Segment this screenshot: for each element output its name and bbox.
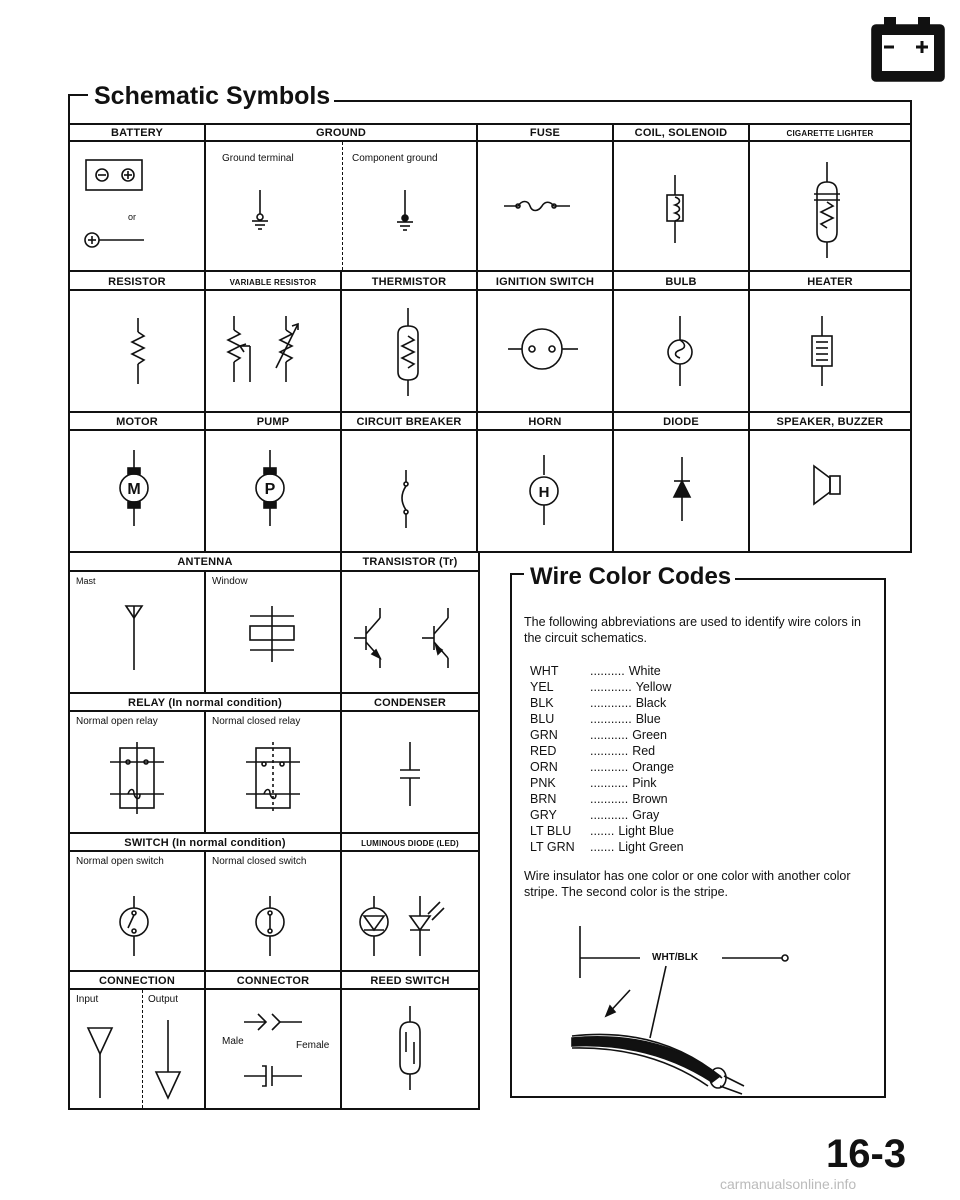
ignition-switch-header: IGNITION SWITCH	[495, 276, 595, 288]
wire-color-row	[530, 728, 667, 742]
mast-label: Mast	[76, 576, 96, 586]
wire-color-dots: ...........	[590, 776, 629, 790]
wire-example-label: WHT/BLK	[652, 952, 699, 963]
wire-color-row	[530, 744, 655, 758]
pump-header: PUMP	[256, 416, 290, 428]
battery-header: BATTERY	[110, 127, 164, 139]
wire-color-row	[530, 664, 661, 678]
wire-color-code: ORN	[530, 760, 558, 774]
transistor-header: TRANSISTOR (Tr)	[362, 556, 458, 568]
normal-closed-switch-symbol	[256, 896, 296, 966]
variable-resistor-symbol	[222, 316, 322, 386]
fuse-header: FUSE	[529, 127, 561, 139]
coil-symbol	[665, 175, 695, 245]
output-label: Output	[148, 994, 179, 1005]
battery-icon	[872, 17, 944, 81]
wire-color-intro: The following abbreviations are used to identify wire colors in the circuit schematics.	[524, 615, 861, 645]
connection-output-symbol	[154, 1020, 194, 1102]
wire-color-dots: .......	[590, 840, 615, 854]
speaker-header: SPEAKER, BUZZER	[776, 416, 884, 428]
normal-closed-switch-label: Normal closed switch	[212, 856, 307, 867]
connector-symbol	[244, 1010, 314, 1100]
wire-color-name: Light Green	[618, 840, 684, 854]
wire-color-dots: ...........	[590, 760, 629, 774]
motor-letter: M	[127, 481, 141, 498]
wire-color-name: Orange	[632, 760, 674, 774]
wire-color-name: Red	[632, 744, 656, 758]
wire-color-code: LT BLU	[530, 824, 572, 838]
ground-terminal-label: Ground terminal	[222, 153, 294, 164]
led-header: LUMINOUS DIODE (LED)	[361, 839, 459, 848]
normal-open-relay-symbol	[110, 742, 170, 818]
relay-header: RELAY (In normal condition)	[128, 697, 282, 709]
coil-header: COIL, SOLENOID	[634, 127, 728, 139]
wire-color-dots: .......	[590, 824, 615, 838]
normal-closed-relay-symbol	[246, 742, 306, 818]
resistor-symbol	[130, 318, 150, 388]
wire-color-name: Black	[635, 696, 667, 710]
wire-color-dots: ...........	[590, 728, 629, 742]
horn-letter: H	[538, 484, 550, 501]
wire-color-name: Blue	[635, 712, 661, 726]
female-label: Female	[296, 1040, 330, 1051]
wire-color-dots: ............	[590, 696, 632, 710]
wire-color-name: White	[628, 664, 661, 678]
component-ground-symbol	[395, 190, 425, 250]
wire-color-dots: ...........	[590, 808, 629, 822]
motor-header: MOTOR	[116, 416, 158, 428]
wire-color-name: Light Blue	[618, 824, 674, 838]
male-label: Male	[222, 1036, 244, 1047]
wire-color-code: BRN	[530, 792, 557, 806]
antenna-window-symbol	[244, 606, 304, 666]
pump-symbol	[256, 450, 296, 530]
wire-color-dots: ..........	[590, 664, 625, 678]
wire-color-row	[530, 680, 671, 694]
condenser-symbol	[400, 742, 430, 812]
cigarette-header: CIGARETTE LIGHTER	[786, 129, 874, 138]
connector-header: CONNECTOR	[236, 975, 310, 987]
battery-symbol	[84, 160, 184, 260]
wire-color-row	[530, 760, 674, 774]
wire-color-name: Yellow	[635, 680, 672, 694]
wire-example-diagram	[570, 926, 800, 1088]
wire-color-dots: ............	[590, 680, 632, 694]
wire-color-dots: ...........	[590, 744, 629, 758]
wire-color-dots: ...........	[590, 792, 629, 806]
input-label: Input	[76, 994, 99, 1005]
ignition-switch-symbol	[508, 325, 588, 375]
wire-color-dots: ............	[590, 712, 632, 726]
circuit-breaker-header: CIRCUIT BREAKER	[356, 416, 462, 428]
horn-header: HORN	[528, 416, 562, 428]
ground-terminal-symbol	[250, 190, 280, 250]
wire-color-row	[530, 840, 684, 854]
pump-letter: P	[264, 481, 276, 498]
reed-switch-symbol	[396, 1006, 436, 1096]
wire-color-code: WHT	[530, 664, 559, 678]
wire-color-code: BLU	[530, 712, 555, 726]
diode-symbol	[672, 457, 702, 527]
normal-open-switch-label: Normal open switch	[76, 856, 164, 867]
bulb-symbol	[666, 316, 706, 396]
normal-open-relay-label: Normal open relay	[76, 716, 158, 727]
component-ground-label: Component ground	[352, 153, 438, 164]
led-symbol	[360, 896, 460, 966]
condenser-header: CONDENSER	[373, 697, 447, 709]
switch-header: SWITCH (In normal condition)	[124, 837, 286, 849]
ground-header: GROUND	[315, 127, 367, 139]
antenna-mast-symbol	[124, 604, 154, 674]
wire-color-row	[530, 696, 666, 710]
horn-symbol	[530, 455, 570, 535]
reed-switch-header: REED SWITCH	[370, 975, 450, 987]
wire-insulator-note: Wire insulator has one color or one color with another color stripe. The second color is the stripe.	[524, 869, 851, 899]
wire-color-row	[530, 792, 668, 806]
connection-header: CONNECTION	[99, 975, 175, 987]
normal-closed-relay-label: Normal closed relay	[212, 716, 301, 727]
wire-color-row	[530, 808, 659, 822]
variable-resistor-header: VARIABLE RESISTOR	[229, 278, 317, 287]
transistor-symbol	[350, 606, 470, 670]
fuse-symbol	[500, 196, 590, 216]
heater-header: HEATER	[807, 276, 853, 288]
wire-color-name: Gray	[632, 808, 660, 822]
wire-color-name: Brown	[632, 792, 668, 806]
watermark: carmanualsonline.info	[720, 1176, 857, 1192]
bulb-header: BULB	[665, 276, 697, 288]
or-label: or	[128, 212, 137, 222]
page-number: 16-3	[826, 1132, 907, 1176]
thermistor-symbol	[393, 308, 433, 398]
connection-input-symbol	[86, 1026, 126, 1096]
wire-color-title: Wire Color Codes	[526, 563, 735, 591]
wire-color-code: PNK	[530, 776, 556, 790]
cigarette-lighter-symbol	[812, 162, 852, 262]
normal-open-switch-symbol	[120, 896, 160, 966]
speaker-symbol	[812, 462, 852, 512]
diode-header: DIODE	[663, 416, 699, 428]
wire-color-row	[530, 712, 661, 726]
wire-color-code: YEL	[530, 680, 554, 694]
antenna-header: ANTENNA	[177, 556, 233, 568]
motor-symbol	[120, 450, 160, 530]
wire-color-name: Pink	[632, 776, 657, 790]
resistor-header: RESISTOR	[108, 276, 166, 288]
page-title: Schematic Symbols	[90, 82, 334, 111]
wire-color-code: GRY	[530, 808, 557, 822]
thermistor-header: THERMISTOR	[371, 276, 447, 288]
wire-color-name: Green	[632, 728, 667, 742]
wire-color-code: GRN	[530, 728, 558, 742]
circuit-breaker-symbol	[396, 470, 426, 540]
window-label: Window	[212, 576, 248, 587]
wire-color-row	[530, 776, 657, 790]
heater-symbol	[808, 316, 848, 396]
wire-color-code: BLK	[530, 696, 554, 710]
wire-color-row	[530, 824, 674, 838]
wire-color-code: RED	[530, 744, 557, 758]
wire-color-code: LT GRN	[530, 840, 575, 854]
